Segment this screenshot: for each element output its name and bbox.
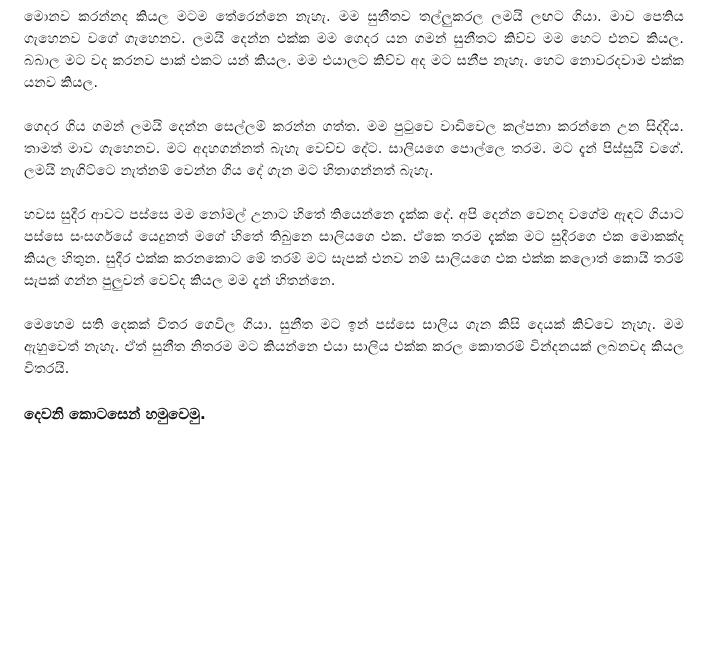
paragraph-4: මෙහෙම සති දෙකක් විතර ගෙවිල ගියා. සුනීත මට ඉන් පස්සෙ සාලිය ගැන කිසි දෙයක් කිව්වෙ නැහැ. මම ඇහුවෙත් නැහැ. ඒත් සුනීත නිතරම මට කියන්නෙ එයා සාලිය එක්ක කරල කොතරම් වින්දනයක් ලබනවද කියල විතරයි. [24, 317, 684, 377]
closing-line: දෙවනි කොටසෙන් හමුවෙමු. [24, 405, 206, 423]
document-page [24, 6, 684, 426]
paragraph-3: හවස සුදීර ආවට පස්සෙ මම නෝමල් උනාට හිතේ තියෙන්නෙ දැක්ක දේ. අපි දෙන්න වෙනද වගේම ඇඳට ගියාට පස්සෙ සංසර්ගයේ යෙදුනත් මගේ හිතේ තිබුනෙ සාලියගෙ එක. ඒකෙ තරම දැක්ක මට සුදීරගෙ එක මොකක්ද කියල හිතුන. සුදීර එක්ක කරනකොට මේ තරම් මට සැපක් එනව නම් සාලියගෙ එක එක්ක කලොත් කොයි තරම් සැපක් ගන්න පුලුවන් වෙව්ද කියල මම දැන් හිතන්නෙ. [24, 207, 684, 289]
paragraph-1: මොනව කරන්නද කියල මටම තේරෙන්නෙ නැහැ. මම සුනීතව තල්ලුකරල ලමයි ලඟට ගියා. මාව පෙතිය ගැහෙනව වගේ ගැහෙනව. ලමයි දෙන්න එක්ක මම ගෙදර යන ගමන් සුනීතට කිව්ව මම හෙට එනව කියල. බබාල මට වද කරනව පාක් එකට යන් කියල. මම එයාලට කිව්ව අද මට සනීප නැහැ. හෙට නොවරදවාම එක්ක යනව කියල. [24, 9, 684, 91]
paragraph-2: ගෙදර ගිය ගමන් ලමයි දෙන්න සෙල්ලම් කරන්න ගත්ත. මම පුටුවෙ වාඩිවෙල කල්පනා කරන්නෙ උන සිද්දිය. තාමත් මාව ගැහෙනව. මට අදහගන්නත් බැහැ වෙච්ච දේට. සාලියගෙ පොල්ලෙ තරම. මට දැන් පිස්සුයි වගේ. ලමයි නැගිට්ටෙ නැත්නම් වෙන්න ගිය දේ ගැන මට හිතාගන්නත් බැහැ. [24, 119, 684, 179]
